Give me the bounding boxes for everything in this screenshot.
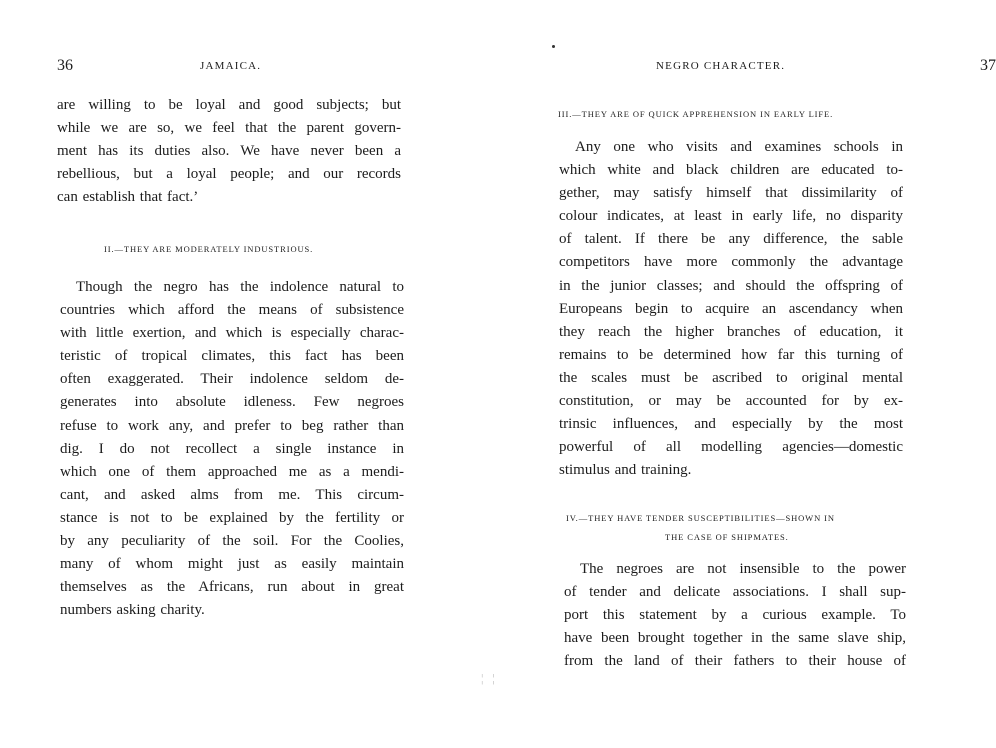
text-line: often exaggerated. Their indolence seldom de- [60, 371, 404, 388]
text-line: have been brought together in the same slave ship, [564, 630, 906, 647]
text-line: Any one who visits and examines schools in [575, 139, 903, 155]
text-line: are willing to be loyal and good subjects; but [57, 97, 401, 113]
text-line: can establish that fact.’ [57, 189, 199, 206]
text-line: of tender and delicate associations. I shall sup- [564, 584, 906, 601]
text-line: from the land of their fathers to their house of [564, 653, 906, 670]
text-line: while we are so, we feel that the parent govern- [57, 120, 401, 137]
text-line: of talent. If there be any difference, the sable [559, 231, 903, 248]
print-speck [552, 45, 555, 48]
text-line: they reach the higher branches of education, it [559, 323, 903, 340]
right-paragraph-4 [564, 558, 906, 673]
text-line: the scales must be ascribed to original mental [559, 369, 903, 386]
text-line: constitution, or may be accounted for by ex- [559, 393, 903, 410]
text-line: generates into absolute idleness. Few negroes [60, 394, 404, 411]
text-line: by any peculiarity of the soil. For the Coolies, [60, 533, 404, 550]
text-line: cant, and asked alms from me. This circum- [60, 486, 404, 503]
text-line: teristic of tropical climates, this fact has been [60, 348, 404, 365]
left-paragraph-1 [57, 94, 401, 209]
text-line: Europeans begin to acquire an ascendancy when [559, 300, 903, 317]
left-page [0, 0, 490, 748]
text-line: refuse to work any, and prefer to beg rather than [60, 417, 404, 434]
text-line: powerful of all modelling agencies—domestic [559, 439, 903, 456]
text-line: stance is not to be explained by the fertility or [60, 509, 404, 526]
text-line: themselves as the Africans, run about in great [60, 579, 404, 596]
text-line: competitors have more commonly the advantage [559, 254, 903, 271]
right-paragraph-3 [559, 136, 903, 482]
section-heading-4-line-2: THE CASE OF SHIPMATES. [665, 532, 789, 542]
text-line: dig. I do not recollect a single instance in [60, 440, 404, 457]
text-line: trinsic influences, and especially by the most [559, 416, 903, 433]
text-line: The negroes are not insensible to the power [580, 561, 906, 577]
section-heading-2: II.—THEY ARE MODERATELY INDUSTRIOUS. [104, 244, 314, 254]
text-line: gether, may satisfy himself that dissimilarity of [559, 185, 903, 202]
text-line: which white and black children are educated to- [559, 162, 903, 179]
text-line: which one of them approached me as a mendi- [60, 463, 404, 480]
right-page-number: 37 [980, 57, 996, 74]
text-line: with little exertion, and which is especially charac- [60, 325, 404, 342]
section-heading-3: III.—THEY ARE OF QUICK APPREHENSION IN EARLY LIFE. [558, 109, 834, 119]
text-line: numbers asking charity. [60, 602, 205, 619]
section-heading-4-line-1: IV.—THEY HAVE TENDER SUSCEPTIBILITIES—SHOWN IN [566, 513, 835, 523]
text-line: port this statement by a curious example. To [564, 607, 906, 624]
text-line: stimulus and training. [559, 462, 692, 479]
text-line: in the junior classes; and should the offspring of [559, 277, 903, 294]
text-line: Though the negro has the indolence natural to [76, 279, 404, 295]
text-line: countries which afford the means of subsistence [60, 302, 404, 319]
text-line: rebellious, but a loyal people; and our records [57, 166, 401, 183]
left-page-number: 36 [57, 57, 73, 74]
text-line: many of whom might just as easily maintain [60, 556, 404, 573]
left-paragraph-2 [60, 276, 404, 622]
right-page [490, 0, 996, 748]
text-line: colour indicates, at least in early life, no disparity [559, 208, 903, 225]
left-running-head [57, 57, 412, 79]
right-running-title: NEGRO CHARACTER. [656, 60, 786, 72]
right-running-head [656, 57, 996, 79]
text-line: remains to be determined how far this turning of [559, 346, 903, 363]
gutter-artifact: ¦ ¦ [481, 671, 498, 685]
left-running-title: JAMAICA. [200, 60, 262, 72]
text-line: ment has its duties also. We have never been a [57, 143, 401, 160]
